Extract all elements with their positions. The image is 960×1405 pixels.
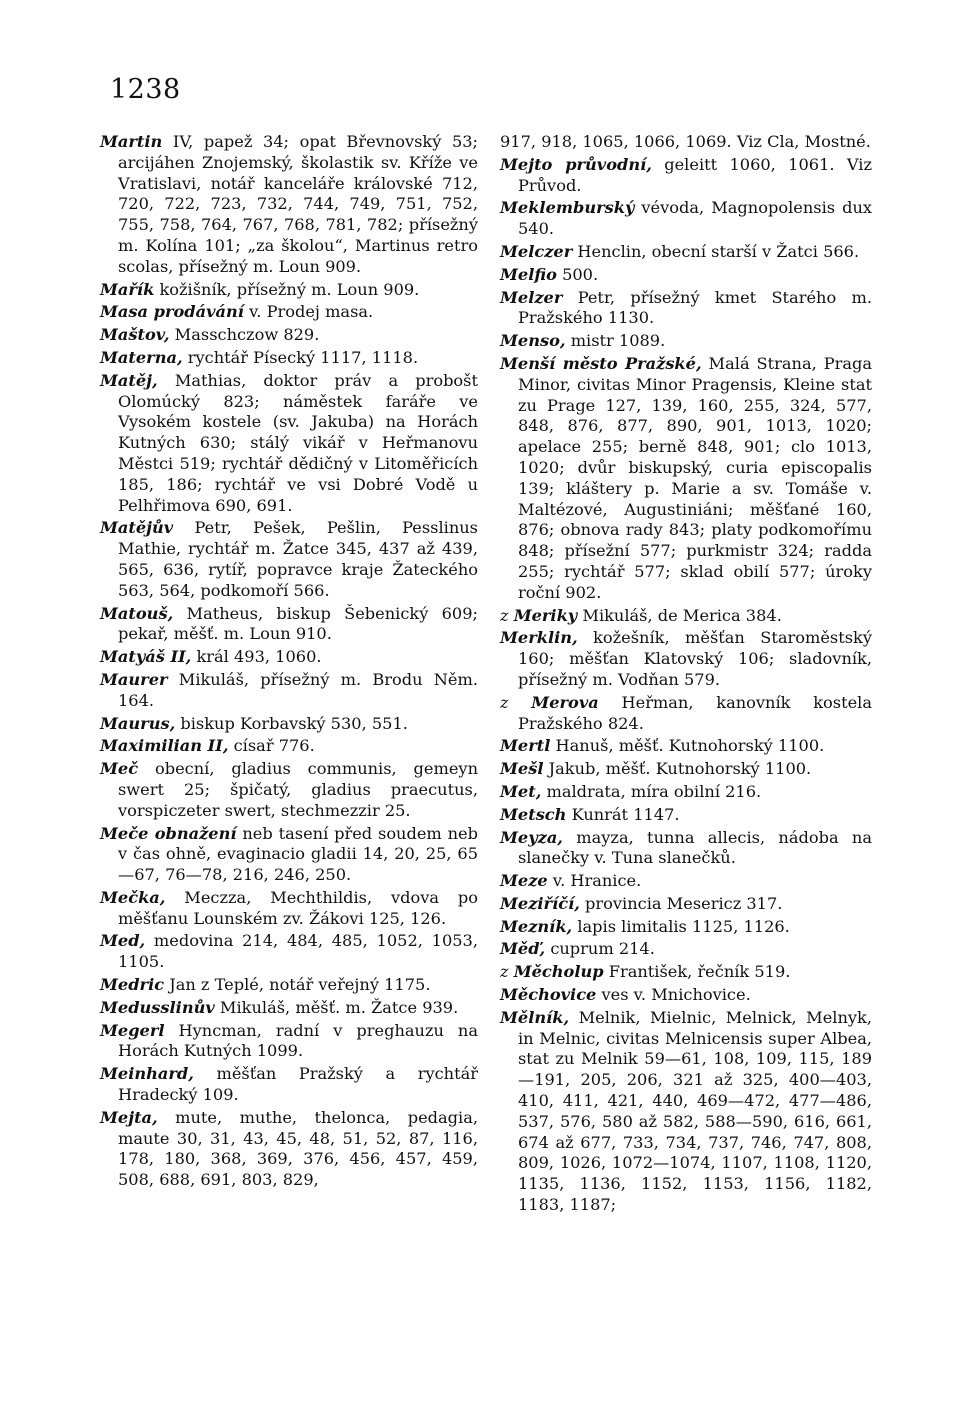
- entry-text: Mikuláš, přísežný m. Brodu Něm. 164.: [118, 669, 478, 710]
- entry-text: Henclin, obecní starší v Žatci 566.: [572, 241, 860, 261]
- index-entry: [100, 302, 478, 323]
- index-entry: [100, 931, 478, 973]
- index-entry: [500, 871, 872, 892]
- entry-headword: Maurer: [100, 669, 168, 689]
- entry-text: biskup Korbavský 530, 551.: [175, 713, 408, 733]
- entry-text: mayza, tunna allecis, nádoba na slanečky v. Tuna slanečků.: [518, 827, 872, 868]
- index-entry: [100, 647, 478, 668]
- index-entry: [100, 888, 478, 930]
- entry-headword: Melfio: [500, 264, 557, 284]
- page-number: 1238: [110, 74, 181, 105]
- index-entry: [500, 693, 872, 735]
- entry-text: cuprum 214.: [545, 939, 655, 959]
- entry-text: Mathias, doktor práv a probošt Olomúcký 823; náměstek faráře ve Vysokém kostele (sv. Jakuba) na Horách Kutných 630; stálý vikář v Heřmanovu Městci 519; rychtář dědičný v Litoměřicích 185, 186; rychtář ve vsi Dobré Vodě u Pelhřimova 690, 691.: [118, 370, 478, 515]
- index-entry: [100, 604, 478, 646]
- index-entry: [500, 985, 872, 1006]
- entry-text: mute, muthe, theloncа, pedagia, maute 30, 31, 43, 45, 48, 51, 52, 87, 116, 178, 180, 368, 369, 376, 456, 457, 459, 508, 688, 691, 803, 829,: [118, 1107, 478, 1190]
- index-entry: [100, 132, 478, 278]
- entry-text: Mikuláš, de Merica 384.: [577, 605, 782, 625]
- entry-headword: Merova: [531, 692, 599, 712]
- entry-headword: Měchovice: [500, 985, 597, 1005]
- entry-headword: Maurus,: [100, 713, 176, 733]
- entry-headword: Materna,: [100, 347, 183, 367]
- entry-headword: Meziříčí,: [500, 893, 580, 913]
- entry-headword: Měď,: [500, 939, 546, 959]
- index-entry: [100, 714, 478, 735]
- entry-text: mistr 1089.: [565, 331, 666, 351]
- entry-headword: Matouš,: [100, 603, 174, 623]
- entry-headword: Mečka,: [100, 887, 166, 907]
- entry-text: Malá Strana, Praga Minor, civitas Minor Pragensis, Kleine stat zu Prage 127, 139, 160, 255, 324, 577, 848, 876, 877, 890, 901, 1013, 1020; apelace 255; berně 848, 901; clo 1013, 1020; dvůr biskupský, curia episcopalis 139; klášterу p. Marie a sv. Tomáše v. Maltézové, Augustiniáni; měšťané 160, 876; obnova rady 843; platy podkomořímu 848; přísežní 577; purkmistr 324; radda 255; rychtář 577; sklad obilí 577; úroky roční 902.: [518, 353, 872, 602]
- entry-prefix: z: [500, 962, 514, 982]
- entry-headword: Maštov,: [100, 325, 170, 345]
- entry-text: Mikuláš, měšť. m. Žatce 939.: [214, 997, 459, 1017]
- index-entry: [500, 198, 872, 240]
- entry-headword: Mešl: [500, 759, 544, 779]
- entry-text: František, řečník 519.: [603, 962, 791, 982]
- entry-headword: Mezník,: [500, 916, 573, 936]
- index-entry: [100, 325, 478, 346]
- index-entry: [100, 670, 478, 712]
- entry-text: Melnik, Mielnic, Melnick, Melnyk, in Melnic, civitas Melnicensis super Albea, stat zu Melnik 59—61, 108, 109, 115, 189—191, 205, 206, 321 až 325, 400—403, 410, 411, 421, 440, 469—472, 477—486, 537, 576, 580 až 582, 588—590, 616, 661, 674 až 677, 733, 734, 737, 746, 747, 808, 809, 1026, 1072—1074, 1107, 1108, 1120, 1135, 1136, 1152, 1153, 1156, 1182, 1183, 1187;: [518, 1007, 872, 1215]
- entry-headword: Menší město Pražské,: [500, 353, 702, 373]
- index-entry: [100, 348, 478, 369]
- entry-headword: Meinhard,: [100, 1064, 194, 1084]
- entry-text: kožešník, měšťan Staroměstský 160; měšťan Klatovský 106; sladovník, přísežný m. Vodňan 579.: [518, 628, 872, 689]
- index-entry: [500, 354, 872, 604]
- entry-text: medovina 214, 484, 485, 1052, 1053, 1105.: [118, 931, 478, 972]
- index-entry: [500, 1008, 872, 1216]
- entry-headword: Megerl: [100, 1020, 165, 1040]
- index-entry: [500, 736, 872, 757]
- index-entry: [100, 998, 478, 1019]
- entry-text: 917, 918, 1065, 1066, 1069. Viz Cla, Mostné.: [500, 132, 871, 151]
- entry-headword: Měcholup: [513, 962, 604, 982]
- index-entry: [100, 518, 478, 601]
- entry-text: Kunrát 1147.: [566, 804, 680, 824]
- entry-headword: Maximilian II,: [100, 736, 229, 756]
- index-entry: [500, 828, 872, 870]
- index-entry: [100, 1064, 478, 1106]
- entry-headword: Med,: [100, 931, 146, 951]
- entry-prefix: z: [500, 692, 532, 712]
- index-entry: [500, 894, 872, 915]
- entry-headword: Medusslinův: [100, 997, 215, 1017]
- entry-prefix: z: [500, 605, 514, 625]
- entry-text: v. Hranice.: [547, 871, 642, 891]
- entry-text: geleitt 1060, 1061. Viz Průvod.: [518, 154, 872, 195]
- index-entry: [500, 759, 872, 780]
- index-entry: [500, 132, 872, 153]
- entry-headword: Martin: [100, 132, 163, 151]
- entry-headword: Matěj,: [100, 370, 158, 390]
- entry-headword: Mařík: [100, 279, 155, 299]
- entry-headword: Meze: [500, 871, 548, 891]
- entry-text: Jakub, měšť. Kutnohorský 1100.: [543, 759, 812, 779]
- index-entry: [500, 962, 872, 983]
- entry-headword: Matyáš II,: [100, 647, 192, 667]
- right-column: [500, 132, 872, 1218]
- index-entry: [500, 331, 872, 352]
- index-entry: [100, 736, 478, 757]
- entry-text: lapis limitalis 1125, 1126.: [572, 916, 790, 936]
- entry-text: vévoda, Magnopolensis dux 540.: [518, 198, 872, 239]
- index-entry: [500, 265, 872, 286]
- index-entry: [500, 628, 872, 690]
- entry-headword: Meriky: [513, 605, 578, 625]
- entry-text: 500.: [556, 264, 599, 284]
- index-entry: [500, 782, 872, 803]
- entry-text: obecní, gladius communis, gemeyn swert 25; špičatý, gladius praecutus, vorspiczeter swert, stechmezzir 25.: [118, 759, 478, 820]
- index-entry: [500, 242, 872, 263]
- entry-text: císař 776.: [228, 736, 315, 756]
- index-entry: [100, 1108, 478, 1191]
- index-entry: [100, 759, 478, 821]
- entry-headword: Matějův: [100, 518, 174, 538]
- entry-text: Meczza, Mechthildis, vdova po měšťanu Lounském zv. Žákovi 125, 126.: [118, 887, 478, 928]
- entry-headword: Meč: [100, 759, 139, 779]
- index-entry: [100, 371, 478, 517]
- entry-text: Jan z Teplé, notář veřejný 1175.: [164, 975, 431, 995]
- entry-text: rychtář Písecký 1117, 1118.: [182, 347, 419, 367]
- entry-headword: Masa prodávání: [100, 302, 244, 322]
- entry-text: neb tasení před soudem neb v čas ohně, evaginacio gladii 14, 20, 25, 65—67, 76—78, 216, 246, 250.: [118, 823, 479, 885]
- index-entry: [500, 917, 872, 938]
- entry-headword: Mělník,: [500, 1007, 570, 1027]
- entry-headword: Medric: [100, 975, 165, 995]
- entry-headword: Meklemburský: [500, 198, 635, 218]
- entry-text: Petr, Pešek, Pešlin, Pesslinus Mathie, rychtář m. Žatce 345, 437 až 439, 565, 636, rytíř, popravce kraje Žateckého 563, 564, podkomoří 566.: [118, 518, 478, 600]
- entry-headword: Meyza,: [500, 827, 563, 847]
- entry-headword: Melzer: [500, 287, 563, 307]
- entry-text: v. Prodej masa.: [243, 302, 374, 322]
- index-entry: [500, 155, 872, 197]
- entry-headword: Mejto průvodní,: [500, 154, 652, 174]
- index-entry: [100, 824, 478, 886]
- entry-text: měšťan Pražský a rychtář Hradecký 109.: [118, 1064, 478, 1105]
- index-entry: [100, 280, 478, 301]
- entry-text: provincia Meserіcz 317.: [579, 893, 783, 913]
- entry-text: ves v. Mnichovice.: [596, 985, 751, 1005]
- entry-text: Heřman, kanovník kostela Pražského 824.: [518, 692, 872, 733]
- entry-headword: Mejta,: [100, 1107, 158, 1127]
- index-entry: [500, 606, 872, 627]
- entry-headword: Melczer: [500, 241, 573, 261]
- entry-headword: Met,: [500, 781, 542, 801]
- index-entry: [500, 939, 872, 960]
- left-column: [100, 132, 478, 1193]
- index-entry: [500, 288, 872, 330]
- index-entry: [500, 805, 872, 826]
- entry-headword: Merklin,: [500, 628, 578, 648]
- entry-text: IV, papež 34; opat Břevnovský 53; arcijáhen Znojemský, školastik sv. Kříže ve Vratislavi, notář kanceláře královské 712, 720, 722, 723, 732, 744, 749, 751, 752, 755, 758, 764, 767, 768, 781, 782; přísežný m. Kolína 101; „za školou“, Martinus retro scolas, přísežný m. Loun 909.: [118, 132, 478, 276]
- entry-text: Hyncman, radní v preghauzu na Horách Kutných 1099.: [118, 1020, 478, 1061]
- entry-headword: Mertl: [500, 736, 551, 756]
- entry-headword: Menso,: [500, 331, 566, 351]
- entry-headword: Metsch: [500, 804, 567, 824]
- entry-text: kožišník, přísežný m. Loun 909.: [154, 279, 420, 299]
- index-entry: [100, 975, 478, 996]
- entry-text: Hanuš, měšť. Kutnohorský 1100.: [550, 736, 825, 756]
- entry-text: Petr, přísežný kmet Starého m. Pražského 1130.: [518, 287, 872, 328]
- index-entry: [100, 1021, 478, 1063]
- entry-text: maldrata, míra obilní 216.: [541, 781, 762, 801]
- entry-text: král 493, 1060.: [191, 647, 322, 667]
- entry-text: Matheus, biskup Šebenický 609; pekař, měšť. m. Loun 910.: [118, 603, 478, 644]
- entry-text: Masschczow 829.: [169, 325, 320, 345]
- entry-headword: Meče obnažení: [100, 823, 237, 843]
